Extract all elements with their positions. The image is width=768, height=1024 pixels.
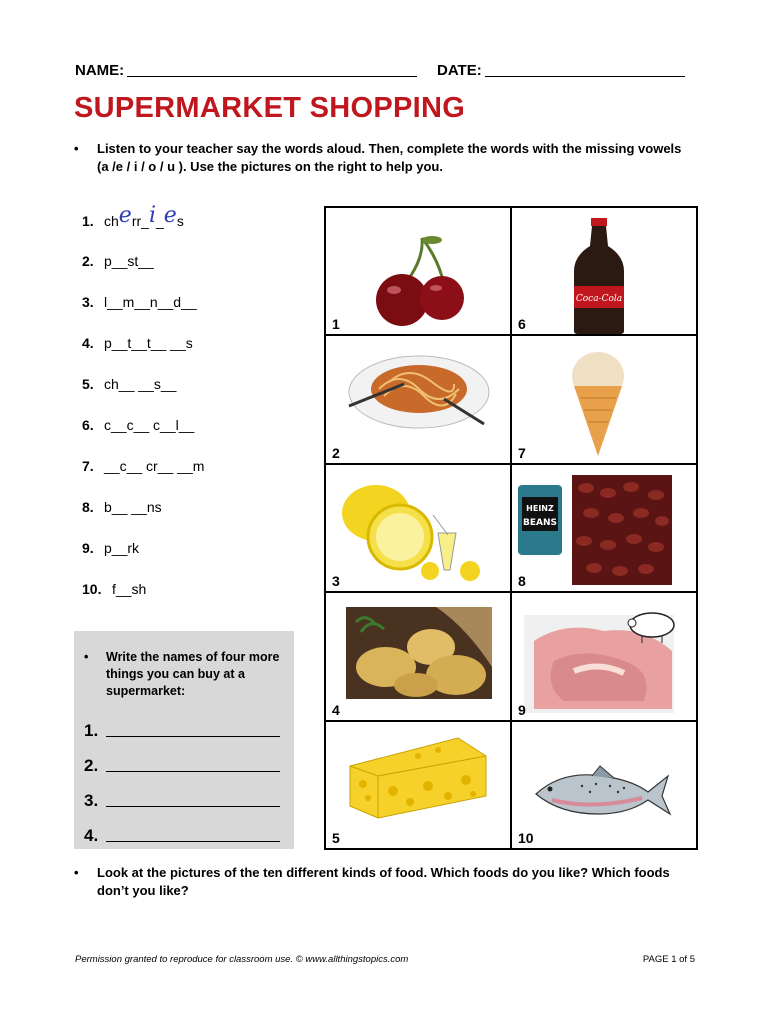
cheese-icon (348, 736, 488, 821)
box-instruction (84, 649, 282, 700)
fish-icon (532, 762, 672, 822)
picture-cell (511, 464, 697, 592)
page-number: PAGE 1 of 5 (642, 954, 695, 965)
word-part: ch (104, 213, 119, 229)
picture-cell (325, 592, 511, 720)
worksheet-title: SUPERMARKET SHOPPING (74, 92, 466, 124)
pork-icon (524, 601, 684, 713)
picture-number: 10 (518, 829, 534, 846)
can-product: BEANS (523, 517, 557, 528)
answer-line[interactable] (84, 811, 282, 846)
answer-field[interactable] (106, 758, 280, 772)
word-item[interactable]: 1. cherr_i_es (82, 203, 184, 229)
word-number: 9. (82, 540, 94, 556)
word-item[interactable] (82, 415, 302, 456)
line-number: 1. (84, 721, 99, 740)
name-field[interactable] (127, 62, 417, 77)
cola-bottle-icon (564, 216, 634, 336)
word-number: 10. (82, 581, 102, 597)
word-number: 2. (82, 253, 94, 269)
picture-cell (511, 592, 697, 720)
picture-number: 8 (518, 573, 526, 590)
box-instruction-text: Write the names of four more things you can buy at a supermarket: (106, 650, 280, 698)
picture-number: 3 (332, 573, 340, 590)
picture-number: 2 (332, 444, 340, 461)
instruction-1-text: Listen to your teacher say the words aloud. Then, complete the words with the missing vowels (a /e / i / o / u ). Use the pictures on the right to help you. (97, 141, 682, 174)
word-text: b__ __ns (104, 499, 162, 515)
cola-label: Coca-Cola (575, 294, 623, 304)
instruction-2 (74, 864, 684, 900)
answer-line[interactable] (84, 741, 282, 776)
picture-number: 6 (518, 316, 526, 333)
date-label: DATE: (437, 62, 482, 79)
bullet: • (84, 650, 89, 664)
picture-cell (511, 335, 697, 463)
word-number: 5. (82, 376, 94, 392)
word-item[interactable] (82, 538, 302, 579)
word-text: ch__ __s__ (104, 376, 177, 392)
word-text: p__t__t__ __s (104, 335, 193, 351)
word-item[interactable] (82, 374, 302, 415)
word-text: f__sh (112, 581, 147, 597)
bullet: • (74, 865, 79, 880)
word-item[interactable] (82, 579, 302, 620)
word-item[interactable] (82, 497, 302, 538)
word-text: p__st__ (104, 253, 154, 269)
answer-field[interactable] (106, 793, 280, 807)
word-part: rr (131, 213, 142, 229)
picture-number: 9 (518, 701, 526, 718)
line-number: 3. (84, 791, 99, 810)
ice-cream-icon (568, 348, 628, 458)
handwritten-letter: e (118, 203, 132, 228)
name-date-header (75, 62, 695, 79)
picture-cell (511, 721, 697, 849)
instruction-2-text: Look at the pictures of the ten different kinds of food. Which foods do you like? Which foods don’t you like? (97, 865, 670, 898)
word-item[interactable] (82, 251, 302, 292)
permission-note: Permission granted to reproduce for classroom use. © www.allthingstopics.com (75, 954, 409, 965)
picture-cell (325, 464, 511, 592)
word-item[interactable] (82, 292, 302, 333)
picture-number: 5 (332, 829, 340, 846)
answer-line[interactable] (84, 776, 282, 811)
word-item[interactable] (82, 333, 302, 374)
picture-grid (324, 206, 698, 850)
word-text: c__c__ c__l__ (104, 417, 195, 433)
word-number: 8. (82, 499, 94, 515)
answer-line[interactable] (84, 706, 282, 741)
pasta-icon (344, 344, 494, 434)
word-number: 1. (82, 213, 94, 229)
handwritten-letter: i (148, 203, 156, 228)
word-number: 3. (82, 294, 94, 310)
word-text: __c__ cr__ __m (104, 458, 205, 474)
name-label: NAME: (75, 62, 125, 79)
line-number: 4. (84, 826, 99, 845)
word-list (82, 203, 302, 620)
word-text: l__m__n__d__ (104, 294, 197, 310)
answer-field[interactable] (106, 828, 280, 842)
word-text: p__rk (104, 540, 140, 556)
bullet: • (74, 141, 79, 156)
picture-cell (325, 207, 511, 335)
footer (75, 954, 695, 965)
word-number: 7. (82, 458, 94, 474)
cherries-icon (364, 230, 484, 330)
line-number: 2. (84, 756, 99, 775)
beans-icon (516, 473, 676, 585)
word-number: 6. (82, 417, 94, 433)
picture-cell (511, 207, 697, 335)
can-brand: HEINZ (526, 503, 554, 513)
picture-number: 4 (332, 701, 340, 718)
instruction-1 (74, 140, 684, 176)
word-item[interactable] (82, 456, 302, 497)
date-field[interactable] (485, 62, 685, 77)
picture-number: 7 (518, 444, 526, 461)
extra-items-box (74, 631, 294, 849)
lemonade-icon (338, 475, 488, 585)
handwritten-letter: e (163, 203, 177, 228)
potatoes-icon (346, 607, 492, 699)
picture-cell (325, 721, 511, 849)
word-number: 4. (82, 335, 94, 351)
word-part: s (176, 213, 184, 229)
answer-field[interactable] (106, 723, 280, 737)
picture-number: 1 (332, 316, 340, 333)
picture-cell (325, 335, 511, 463)
